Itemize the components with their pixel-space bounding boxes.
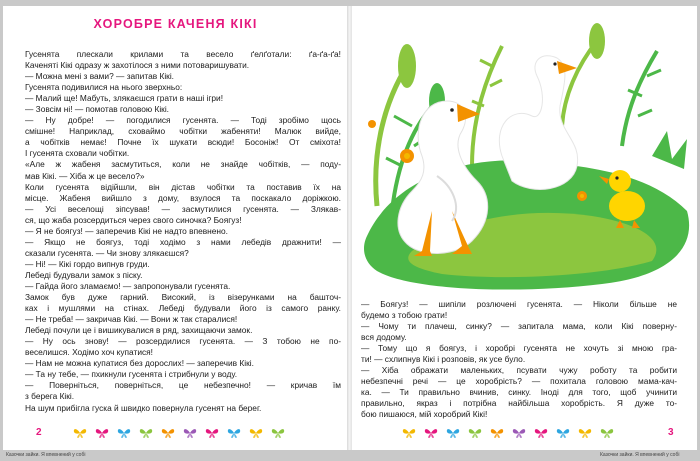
left-text-line: — Ні! — Кікі гордо випнув груди. <box>25 258 150 269</box>
butterfly-row-left <box>73 428 285 439</box>
left-text-line: — Поверніться, поверніться, це небезпечно! — кричав їм <box>25 380 341 391</box>
goose-back <box>499 56 577 190</box>
left-text-line: На шум прибігла гуска й швидко повернула гусенят на берег. <box>25 402 262 413</box>
butterfly-icon <box>490 428 504 439</box>
left-text-line: Замок був дуже гарний. Високий, із візерунками на башточ- <box>25 292 341 303</box>
butterfly-icon <box>402 428 416 439</box>
left-page <box>3 6 348 450</box>
right-page-footer <box>352 427 697 443</box>
butterfly-icon <box>249 428 263 439</box>
left-text-line: місце. Жабеня вийшло з дому, взулося та поскакало доріжкою. <box>25 192 341 203</box>
butterfly-icon <box>534 428 548 439</box>
butterfly-icon <box>117 428 131 439</box>
left-text-line: — Я не боягуз! — заперечив Кікі не надто впевнено. <box>25 225 228 236</box>
right-text-line: — Хіба ображати маленьких, псувати чужу роботу та робити <box>361 365 677 376</box>
right-text-line: будемо з тобою грати! <box>361 310 448 321</box>
page-number-right: 3 <box>668 427 674 438</box>
butterfly-icon <box>600 428 614 439</box>
butterfly-icon <box>161 428 175 439</box>
butterfly-icon <box>468 428 482 439</box>
goose-duckling-illustration <box>352 6 697 296</box>
left-text-line: — Не треба! — закричав Кікі. — Вони ж так старалися! <box>25 314 238 325</box>
right-text-line: ка. — Ти правильно вчинив, синку. Іноді для того, щоб учинити <box>361 387 677 398</box>
butterfly-icon <box>578 428 592 439</box>
left-text-line: ся, що жаба розсердиться через свого синочка? Боягуз! <box>25 214 242 225</box>
right-page-text <box>361 299 677 421</box>
left-text-line: ках і мушлями на стінах. Лебеді будували його із самого ранку. <box>25 303 341 314</box>
butterfly-icon <box>139 428 153 439</box>
butterfly-icon <box>183 428 197 439</box>
left-text-line: сказали гусенята. — Чи знову злякаєшся? <box>25 247 189 258</box>
butterfly-icon <box>424 428 438 439</box>
butterfly-icon <box>512 428 526 439</box>
butterfly-icon <box>73 428 87 439</box>
left-text-line: смішне! Наприклад, сховаймо чобітки жабеняти! Малюк вийде, <box>25 126 341 137</box>
butterfly-icon <box>205 428 219 439</box>
story-title: ХОРОБРЕ КАЧЕНЯ КІКІ <box>93 17 258 31</box>
left-text-line: — Усі веселощі зіпсував! — засмутилися гусенята. — Злякав- <box>25 203 341 214</box>
left-text-line: Лебеді будували замок з піску. <box>25 269 143 280</box>
left-text-line: Гусенята плескали крилами та весело ґелґотали: ґа-ґа-ґа! <box>25 49 341 59</box>
right-text-line: — Чому ти плачеш, синку? — запитала мама, коли Кікі поверну- <box>361 321 677 332</box>
left-text-line: — Ну добре! — погодилися гусенята. — Тоді зробімо щось <box>25 115 341 126</box>
right-text-line: — Тому що я боягуз, і хоробрі гусенята не хочуть зі мною гра- <box>361 343 677 354</box>
left-text-line: Лебеді почули це і вишикувалися в ряд, захищаючи замок. <box>25 325 253 336</box>
right-strip-caption: Казочки зайки. Я впевнений у собі <box>600 452 680 458</box>
left-text-line: Каченяті Кікі одразу ж захотілося з ними потоваришувати. <box>25 60 250 71</box>
right-text-line: небезпечні речі — це хоробрість? — похитала головою мама-кач- <box>361 376 677 387</box>
left-text-line: — Малий ще! Мабуть, злякаєшся грати в наші ігри! <box>25 93 224 104</box>
left-text-line: мав Кікі. — Хіба ж це весело?» <box>25 170 145 181</box>
right-text-line: бою пишаюся, мій хоробрий Кікі! <box>361 409 488 420</box>
right-text-line: — Боягуз! — шипіли розлючені гусенята. — Ніколи більше не <box>361 299 677 309</box>
butterfly-icon <box>446 428 460 439</box>
left-text-line: І гусенята сховали чобітки. <box>25 148 130 159</box>
left-text-line: — Гайда його зламаємо! — запропонували гусенята. <box>25 280 231 291</box>
left-text-line: з берега Кікі. <box>25 391 75 402</box>
right-text-line: правильно, якраз і потрібна найбільша хоробрість. Я дуже то- <box>361 398 677 409</box>
left-text-line: — Та ну тебе, — пхикнули гусенята і стрибнули у воду. <box>25 369 238 380</box>
left-text-line: веселишся. Ходімо хоч купатися! <box>25 347 153 358</box>
left-strip-caption: Казочки зайки. Я впевнений у собі <box>6 452 86 458</box>
butterfly-icon <box>95 428 109 439</box>
butterfly-icon <box>556 428 570 439</box>
right-text-line: вся додому. <box>361 332 407 343</box>
right-page <box>352 6 697 450</box>
left-page-footer <box>3 427 348 443</box>
left-text-line: Коли гусенята відійшли, він дістав чобітки та поставив їх на <box>25 181 341 192</box>
butterfly-row-right <box>402 428 614 439</box>
left-text-line: — Якщо не боягуз, тоді ходімо з нами лебедів дражнити! — <box>25 236 341 247</box>
left-text-line: Гусенята подивилися на нього зверхньо: <box>25 82 183 93</box>
left-text-line: а чобітків немає! Почне їх шукати всюди! Босоніж! От сміхота! <box>25 137 341 148</box>
butterfly-icon <box>271 428 285 439</box>
left-text-line: «Але ж жабеня засмутиться, коли не знайде чобітків, — поду- <box>25 159 341 170</box>
left-text-line: — Ну ось знову! — розсердилися гусенята. — З тобою не по- <box>25 336 341 347</box>
left-text-line: — Нам не можна купатися без дорослих! — заперечив Кікі. <box>25 358 254 369</box>
right-text-line: ти! — схлипнув Кікі і розповів, як усе було. <box>361 354 526 365</box>
butterfly-icon <box>227 428 241 439</box>
page-number-left: 2 <box>36 427 42 438</box>
left-page-text <box>25 49 341 414</box>
left-text-line: — Можна мені з вами? — запитав Кікі. <box>25 71 174 82</box>
left-text-line: — Зовсім ні! — помотав головою Кікі. <box>25 104 170 115</box>
